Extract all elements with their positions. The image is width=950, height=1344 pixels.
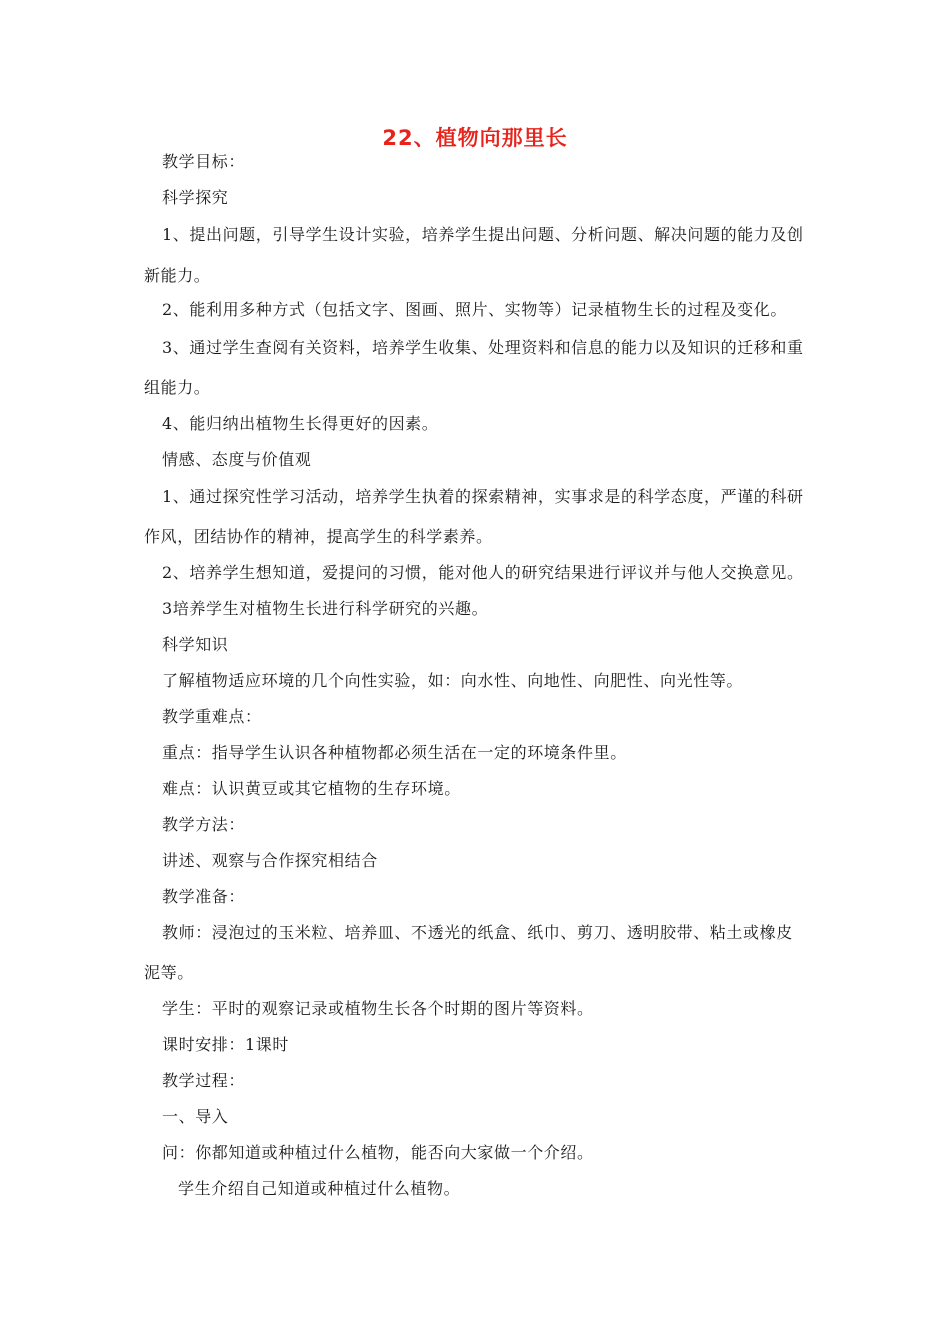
paragraph-line: 科学探究 [162,188,229,207]
paragraph-line: 了解植物适应环境的几个向性实验，如：向水性、向地性、向肥性、向光性等。 [162,671,744,690]
paragraph-line: 教学目标： [162,152,246,171]
paragraph-line: 1、提出问题，引导学生设计实验，培养学生提出问题、分析问题、解决问题的能力及创 [162,225,804,244]
paragraph-line: 作风，团结协作的精神，提高学生的科学素养。 [144,527,493,546]
paragraph-line: 学生：平时的观察记录或植物生长各个时期的图片等资料。 [162,999,594,1018]
paragraph-line: 重点：指导学生认识各种植物都必须生活在一定的环境条件里。 [162,743,627,762]
paragraph-line: 泥等。 [144,963,194,982]
paragraph-line: 情感、态度与价值观 [162,450,312,469]
paragraph-line: 教学准备： [162,887,246,906]
paragraph-line: 4、能归纳出植物生长得更好的因素。 [162,414,439,433]
paragraph-line: 教学过程： [162,1071,246,1090]
paragraph-line: 教师：浸泡过的玉米粒、培养皿、不透光的纸盒、纸巾、剪刀、透明胶带、粘土或橡皮 [162,923,793,942]
paragraph-line: 教学方法： [162,815,246,834]
paragraph-line: 一、导入 [162,1107,229,1126]
paragraph-line: 新能力。 [144,266,211,285]
paragraph-line: 问：你都知道或种植过什么植物，能否向大家做一个介绍。 [162,1143,594,1162]
document-title: 22、植物向那里长 [382,126,568,150]
paragraph-line: 教学重难点： [162,707,262,726]
paragraph-line: 2、培养学生想知道，爱提问的习惯，能对他人的研究结果进行评议并与他人交换意见。 [162,563,804,582]
paragraph-line: 1、通过探究性学习活动，培养学生执着的探索精神，实事求是的科学态度，严谨的科研 [162,487,804,506]
paragraph-line: 3、通过学生查阅有关资料，培养学生收集、处理资料和信息的能力以及知识的迁移和重 [162,338,804,357]
paragraph-line: 3培养学生对植物生长进行科学研究的兴趣。 [162,599,489,618]
paragraph-line: 讲述、观察与合作探究相结合 [162,851,378,870]
paragraph-line: 难点：认识黄豆或其它植物的生存环境。 [162,779,461,798]
paragraph-line: 科学知识 [162,635,229,654]
paragraph-line: 2、能利用多种方式（包括文字、图画、照片、实物等）记录植物生长的过程及变化。 [162,300,787,319]
paragraph-line: 课时安排：1课时 [162,1035,289,1054]
paragraph-line: 组能力。 [144,378,211,397]
paragraph-line: 学生介绍自己知道或种植过什么植物。 [178,1179,461,1198]
